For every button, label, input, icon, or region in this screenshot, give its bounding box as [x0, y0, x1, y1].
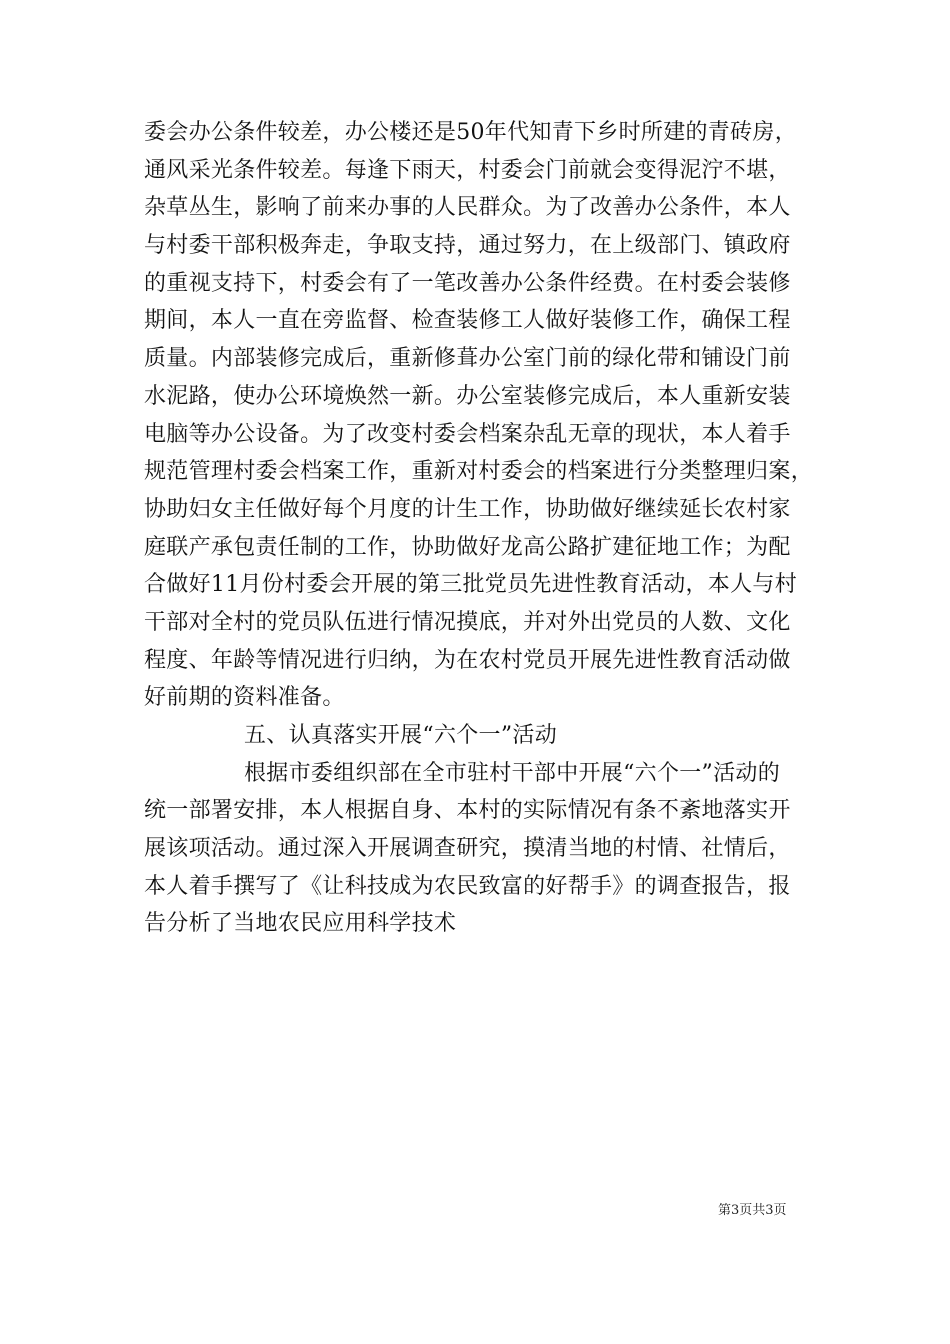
paragraph-line: 合做好11月份村委会开展的第三批党员先进性教育活动，本人与村	[144, 572, 797, 598]
paragraph-line: 干部对全村的党员队伍进行情况摸底，并对外出党员的人数、文化	[144, 609, 791, 635]
section-heading: 五、认真落实开展“六个一”活动	[244, 723, 557, 748]
paragraph-line: 本人着手撰写了《让科技成为农民致富的好帮手》的调查报告，报	[144, 873, 791, 899]
paragraph-line: 统一部署安排，本人根据自身、本村的实际情况有条不紊地落实开	[144, 798, 791, 824]
paragraph-line: 协助妇女主任做好每个月度的计生工作，协助做好继续延长农村家	[144, 496, 791, 522]
document-body	[144, 114, 844, 943]
paragraph-line: 规范管理村委会档案工作，重新对村委会的档案进行分类整理归案，	[144, 459, 814, 485]
paragraph-line: 质量。内部装修完成后，重新修葺办公室门前的绿化带和铺设门前	[144, 346, 791, 372]
page-number-footer: 第3页共3页	[718, 1203, 787, 1218]
paragraph-line: 庭联产承包责任制的工作，协助做好龙高公路扩建征地工作；为配	[144, 534, 791, 560]
paragraph-line: 水泥路，使办公环境焕然一新。办公室装修完成后，本人重新安装	[144, 383, 791, 409]
paragraph-line: 与村委干部积极奔走，争取支持，通过努力，在上级部门、镇政府	[144, 233, 791, 259]
paragraph-line: 期间，本人一直在旁监督、检查装修工人做好装修工作，确保工程	[144, 308, 791, 334]
paragraph-line: 电脑等办公设备。为了改变村委会档案杂乱无章的现状，本人着手	[144, 421, 791, 447]
paragraph-line: 的重视支持下，村委会有了一笔改善办公条件经费。在村委会装修	[144, 270, 791, 296]
paragraph-line: 根据市委组织部在全市驻村干部中开展“六个一”活动的	[244, 760, 780, 786]
paragraph-line: 委会办公条件较差，办公楼还是50年代知青下乡时所建的青砖房，	[144, 120, 797, 145]
paragraph-line: 通风采光条件较差。每逢下雨天，村委会门前就会变得泥泞不堪，	[144, 157, 791, 183]
paragraph-line: 程度、年龄等情况进行归纳，为在农村党员开展先进性教育活动做	[144, 647, 791, 673]
paragraph-line: 告分析了当地农民应用科学技术	[144, 911, 457, 937]
paragraph-line: 好前期的资料准备。	[144, 685, 345, 711]
paragraph-line: 展该项活动。通过深入开展调查研究，摸清当地的村情、社情后，	[144, 836, 791, 862]
paragraph-line: 杂草丛生，影响了前来办事的人民群众。为了改善办公条件，本人	[144, 195, 791, 221]
